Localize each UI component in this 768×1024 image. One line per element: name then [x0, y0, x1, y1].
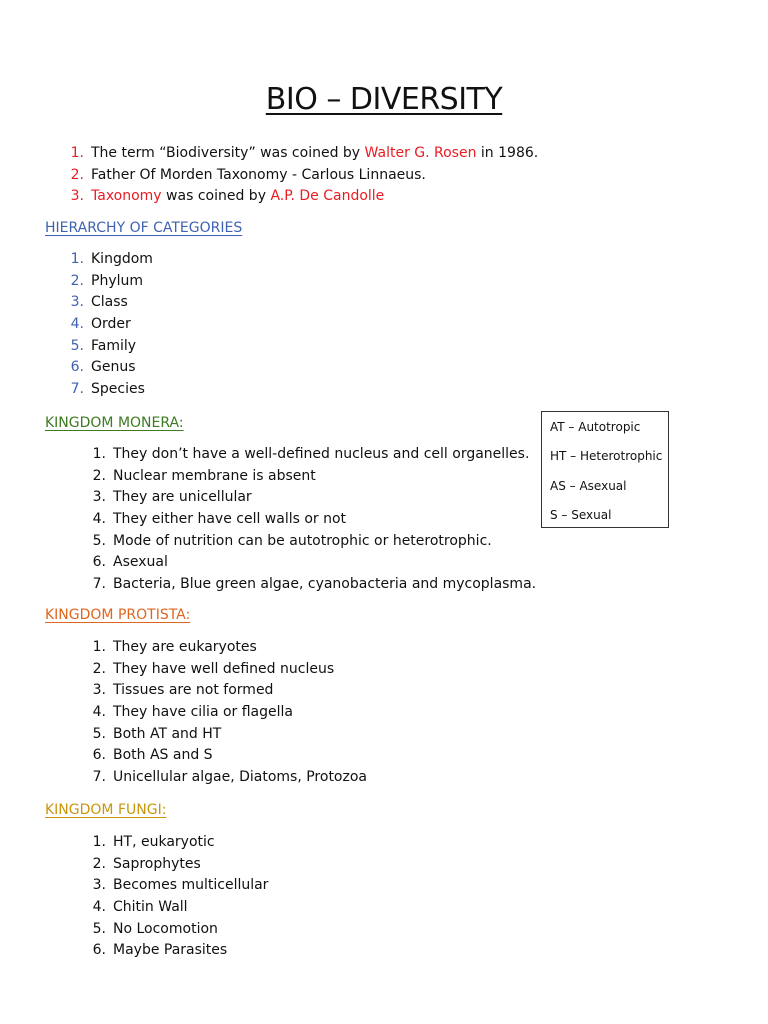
page-title-text: BIO – DIVERSITY	[265, 82, 503, 117]
monera-item-number: 2.	[92, 467, 106, 484]
protista-item	[82, 680, 367, 702]
legend-item: HT – Heterotrophic	[550, 449, 663, 464]
protista-list	[82, 637, 367, 789]
protista-item-text: They have well defined nucleus	[113, 660, 335, 677]
hierarchy-item-text: Species	[91, 381, 145, 398]
fungi-item-text: Maybe Parasites	[113, 942, 228, 959]
hierarchy-item-number: 3.	[70, 294, 84, 311]
protista-heading: KINGDOM PROTISTA:	[45, 607, 191, 623]
intro-item	[60, 165, 538, 187]
fungi-item-text: Saprophytes	[113, 855, 201, 872]
monera-item	[82, 531, 536, 553]
fungi-item-number: 3.	[92, 877, 106, 894]
monera-item	[82, 509, 536, 531]
monera-item	[82, 574, 536, 596]
fungi-item	[82, 832, 268, 854]
intro-item-highlight: A.P. De Candolle	[270, 188, 385, 205]
monera-item-number: 4.	[92, 511, 106, 528]
protista-item-number: 6.	[92, 747, 106, 764]
protista-item-text: Both AT and HT	[113, 725, 222, 742]
monera-item-number: 7.	[92, 576, 106, 593]
monera-item-text: Mode of nutrition can be autotrophic or heterotrophic.	[113, 532, 492, 549]
fungi-item	[82, 854, 268, 876]
hierarchy-item-text: Order	[91, 316, 131, 333]
hierarchy-item	[60, 379, 153, 401]
fungi-item-text: Chitin Wall	[113, 899, 188, 916]
hierarchy-item-number: 6.	[70, 359, 84, 376]
hierarchy-item-text: Kingdom	[91, 251, 153, 267]
fungi-item	[82, 940, 268, 962]
hierarchy-heading: HIERARCHY OF CATEGORIES	[45, 220, 243, 236]
hierarchy-item-text: Phylum	[91, 272, 144, 289]
protista-item-number: 5.	[92, 725, 106, 742]
monera-item	[82, 487, 536, 509]
fungi-item-text: HT, eukaryotic	[113, 834, 215, 850]
hierarchy-item-number: 5.	[70, 337, 84, 354]
fungi-item	[82, 919, 268, 941]
monera-item-number: 1.	[92, 446, 106, 462]
legend-item: S – Sexual	[550, 507, 612, 522]
protista-item-number: 7.	[92, 769, 106, 786]
protista-item	[82, 745, 367, 767]
fungi-item	[82, 875, 268, 897]
intro-item-text: Father Of Morden Taxonomy - Carlous Linnaeus.	[91, 166, 426, 183]
fungi-item-number: 5.	[92, 920, 106, 937]
hierarchy-list	[60, 249, 153, 401]
protista-item	[82, 702, 367, 724]
protista-item	[82, 637, 367, 659]
intro-item-text: was coined by	[161, 188, 271, 205]
fungi-item-number: 1.	[92, 834, 106, 850]
intro-item-text: in 1986.	[476, 145, 539, 161]
hierarchy-item-text: Class	[91, 294, 128, 311]
monera-item-text: They either have cell walls or not	[113, 511, 347, 528]
fungi-item-number: 4.	[92, 899, 106, 916]
intro-item-number: 2.	[70, 166, 84, 183]
protista-item-number: 3.	[92, 682, 106, 699]
intro-item	[60, 143, 538, 165]
monera-item-text: Bacteria, Blue green algae, cyanobacteria and mycoplasma.	[113, 576, 537, 593]
legend-item: AT – Autotropic	[550, 420, 641, 434]
page-title	[0, 80, 768, 120]
fungi-item-text: No Locomotion	[113, 920, 218, 937]
protista-item-text: Both AS and S	[113, 747, 213, 764]
intro-item-highlight: Taxonomy	[91, 188, 162, 205]
protista-item	[82, 767, 367, 789]
hierarchy-item-text: Family	[91, 337, 137, 354]
intro-item-number: 1.	[70, 145, 84, 161]
intro-item-highlight: Walter G. Rosen	[364, 145, 477, 161]
legend-item: AS – Asexual	[550, 478, 627, 493]
monera-heading: KINGDOM MONERA:	[45, 415, 184, 431]
monera-item-number: 6.	[92, 554, 106, 571]
monera-item	[82, 552, 536, 574]
protista-item-number: 4.	[92, 704, 106, 721]
protista-item	[82, 659, 367, 681]
monera-item	[82, 466, 536, 488]
fungi-item-number: 2.	[92, 855, 106, 872]
hierarchy-item	[60, 249, 153, 271]
protista-item-number: 2.	[92, 660, 106, 677]
protista-item-text: They have cilia or flagella	[113, 704, 293, 721]
fungi-item-text: Becomes multicellular	[113, 877, 269, 894]
fungi-item-number: 6.	[92, 942, 106, 959]
fungi-heading: KINGDOM FUNGI:	[45, 802, 167, 818]
monera-item-text: Nuclear membrane is absent	[113, 467, 316, 484]
hierarchy-item-number: 7.	[70, 381, 84, 398]
protista-item-text: Tissues are not formed	[113, 682, 274, 699]
hierarchy-item	[60, 314, 153, 336]
hierarchy-item-number: 2.	[70, 272, 84, 289]
hierarchy-item	[60, 336, 153, 358]
monera-item-text: They are unicellular	[113, 489, 252, 506]
monera-list	[82, 444, 536, 596]
intro-item-text: The term “Biodiversity” was coined by	[91, 145, 365, 161]
abbreviation-legend	[541, 411, 669, 528]
hierarchy-item	[60, 357, 153, 379]
hierarchy-item	[60, 271, 153, 293]
monera-item-text: Asexual	[113, 554, 168, 571]
protista-item-text: Unicellular algae, Diatoms, Protozoa	[113, 769, 367, 786]
hierarchy-item-text: Genus	[91, 359, 136, 376]
monera-item	[82, 444, 536, 466]
hierarchy-item-number: 1.	[70, 251, 84, 267]
protista-item	[82, 724, 367, 746]
hierarchy-item-number: 4.	[70, 316, 84, 333]
monera-item-text: They don’t have a well-defined nucleus and cell organelles.	[113, 446, 530, 462]
monera-item-number: 5.	[92, 532, 106, 549]
fungi-item	[82, 897, 268, 919]
hierarchy-item	[60, 292, 153, 314]
intro-item	[60, 186, 538, 208]
monera-item-number: 3.	[92, 489, 106, 506]
protista-item-text: They are eukaryotes	[113, 639, 257, 655]
fungi-list	[82, 832, 268, 962]
intro-item-number: 3.	[70, 188, 84, 205]
protista-item-number: 1.	[92, 639, 106, 655]
intro-list	[60, 143, 538, 208]
